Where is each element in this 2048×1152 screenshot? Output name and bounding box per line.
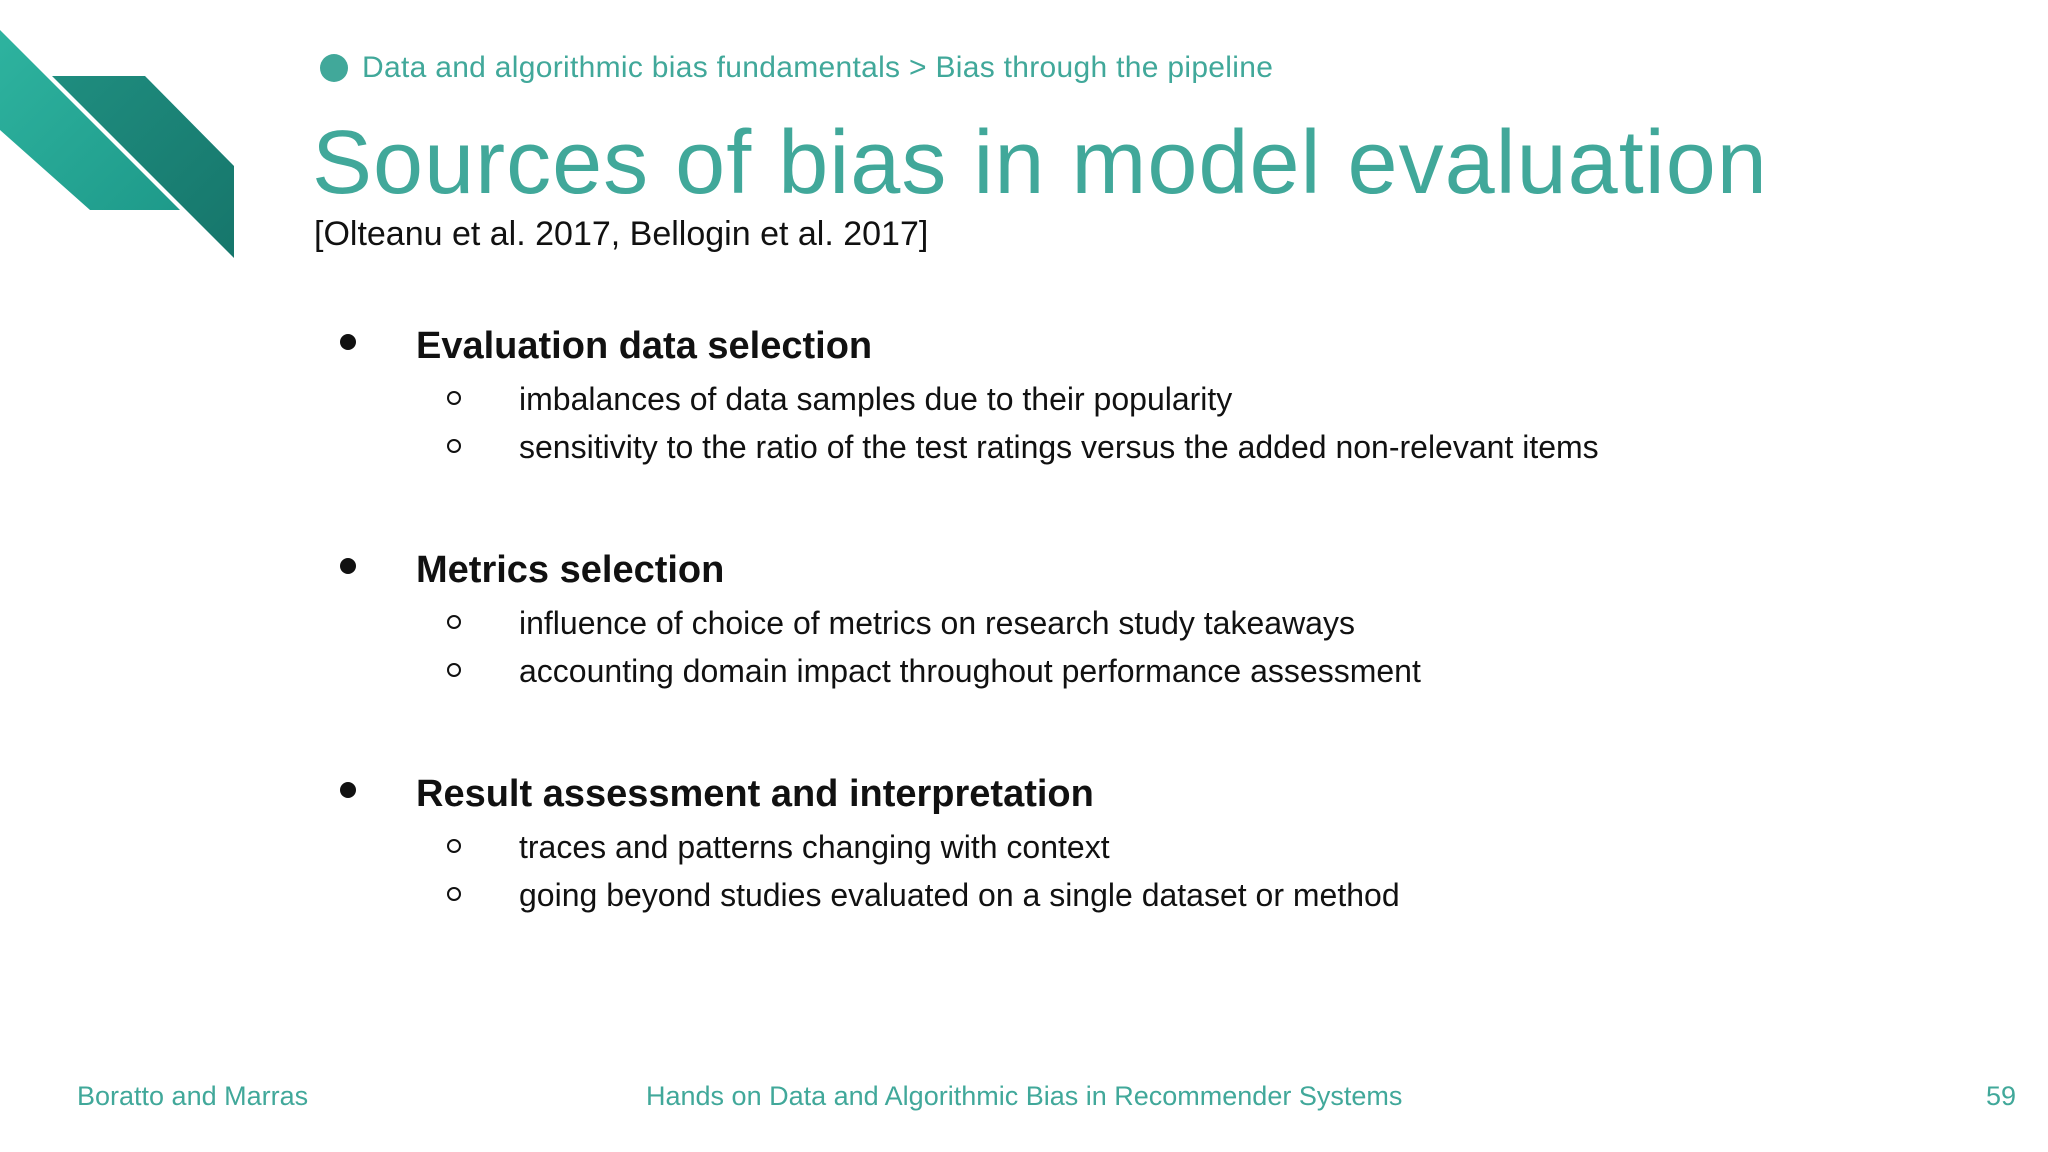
breadcrumb-text: Data and algorithmic bias fundamentals > Bias through the pipeline (362, 51, 1274, 84)
bullet-icon (340, 782, 356, 798)
sub-bullet-icon (447, 839, 461, 853)
footer-authors: Boratto and Marras (77, 1081, 309, 1111)
page-number: 59 (1985, 1081, 2016, 1111)
list-item (0, 873, 2048, 917)
list-item-text: imbalances of data samples due to their popularity (519, 381, 1233, 417)
list-item-text: traces and patterns changing with context (519, 829, 1110, 865)
list-item (0, 649, 2048, 693)
footer-event-title: Hands on Data and Algorithmic Bias in Recommender Systems (646, 1081, 1403, 1111)
sub-bullet-icon (447, 439, 461, 453)
list-item-text: going beyond studies evaluated on a single dataset or method (519, 877, 1400, 913)
list-item-text: accounting domain impact throughout performance assessment (519, 653, 1421, 689)
corner-stripes-decoration (0, 0, 240, 260)
breadcrumb-dot-icon (320, 54, 348, 82)
section-heading: Evaluation data selection (416, 325, 873, 367)
bullet-icon (340, 558, 356, 574)
list-item (0, 825, 2048, 869)
section-heading: Metrics selection (416, 549, 725, 591)
list-item (0, 425, 2048, 469)
sub-bullet-icon (447, 887, 461, 901)
sub-bullet-icon (447, 391, 461, 405)
list-item (0, 377, 2048, 421)
page-title: Sources of bias in model evaluation (312, 113, 1768, 213)
section-heading: Result assessment and interpretation (416, 773, 1094, 815)
sub-bullet-icon (447, 615, 461, 629)
list-item-text: sensitivity to the ratio of the test ratings versus the added non-relevant items (519, 429, 1599, 465)
breadcrumb (320, 48, 1273, 88)
citation: [Olteanu et al. 2017, Bellogin et al. 2017] (314, 215, 929, 253)
sub-bullet-icon (447, 663, 461, 677)
list-item (0, 601, 2048, 645)
bullet-icon (340, 334, 356, 350)
list-item-text: influence of choice of metrics on research study takeaways (519, 605, 1355, 641)
